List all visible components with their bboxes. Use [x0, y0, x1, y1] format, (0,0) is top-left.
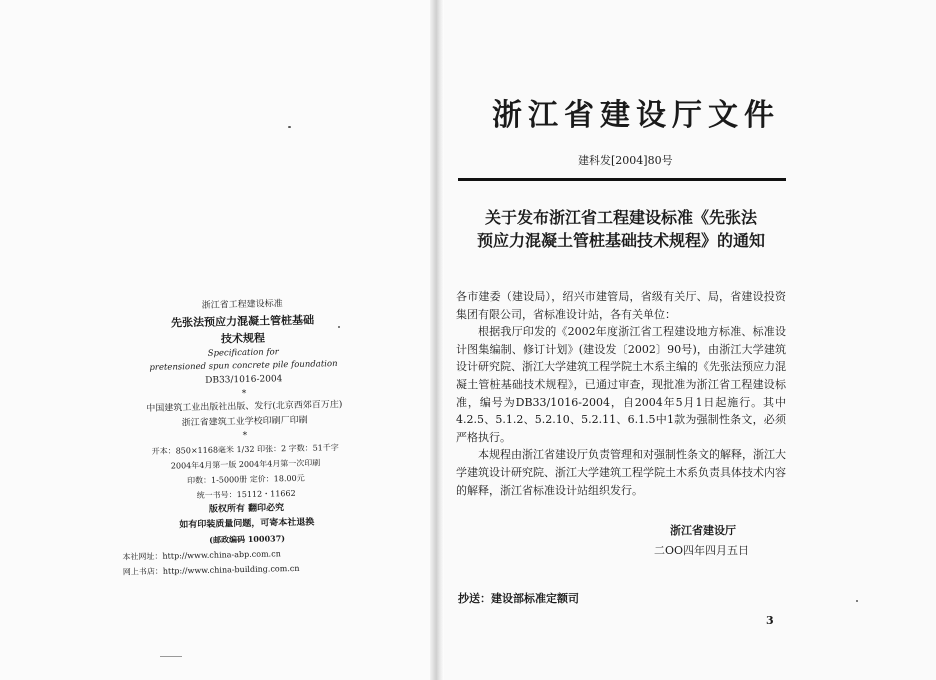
- imprint-line: 先张法预应力混凝土管桩基础: [170, 313, 315, 330]
- cc-recipients: 抄送：建设部标准定额司: [458, 592, 579, 605]
- notice-body: [456, 288, 786, 499]
- book-spine-shadow: [430, 0, 444, 680]
- document-number: 建科发[2004]80号: [578, 154, 673, 167]
- imprint-line: 统一书号：15112・11662: [196, 488, 296, 501]
- imprint-line: 中国建筑工业出版社出版、发行(北京西郊百万庄): [146, 399, 343, 415]
- header-rule: [458, 178, 786, 181]
- imprint-line: *: [241, 388, 247, 400]
- scan-speck: [160, 656, 182, 657]
- signature-organization: 浙江省建设厅: [670, 524, 736, 537]
- signature-date: 二OO四年四月五日: [654, 544, 750, 557]
- body-paragraph: 根据我厅印发的《2002年度浙江省工程建设地方标准、标准设计图集编制、修订计划》(建设发〔2002〕90号)，由浙江大学建筑设计研究院、浙江大学建筑工程学院土木系主编的《先张法预应力混凝土管桩基础技术规程》，已通过审查，现批准为浙江省工程建设标准，编号为DB33/1016-2004，自2004年5月1日起施行。其中4.2.5、5.1.2、5.2.10、5.2.11、6.1.5中1款为强制性条文，必须严格执行。: [456, 325, 786, 444]
- imprint-block: [117, 295, 373, 579]
- notice-title-line-2: 预应力混凝土管桩基础技术规程》的通知: [476, 231, 765, 250]
- imprint-line: 开本：850×1168毫米 1/32 印张：2 字数：51千字: [151, 443, 339, 456]
- scan-speck: [288, 126, 291, 128]
- scan-speck: [338, 326, 340, 328]
- imprint-line: 如有印装质量问题，可寄本社退换: [179, 517, 315, 531]
- body-paragraph: 本规程由浙江省建设厅负责管理和对强制性条文的解释，浙江大学建筑设计研究院、浙江大学建筑工程学院土木系负责具体技术内容的解释，浙江省标准设计站组织发行。: [456, 448, 786, 497]
- document-header-title: 浙江省建设厅文件: [492, 98, 780, 133]
- imprint-line: (邮政编码 100037): [209, 533, 286, 545]
- imprint-line: *: [242, 430, 248, 442]
- imprint-line: 浙江省建筑工业学校印刷厂印刷: [181, 415, 308, 429]
- imprint-line: 浙江省工程建设标准: [201, 299, 283, 311]
- body-paragraph: 各市建委（建设局），绍兴市建管局，省级有关厅、局，省建设投资集团有限公司，省标准设计站，各有关单位：: [456, 290, 786, 321]
- imprint-line: 技术规程: [220, 331, 266, 346]
- notice-title: [468, 206, 774, 252]
- imprint-line: 版权所有 翻印必究: [208, 503, 285, 515]
- imprint-line: DB33/1016-2004: [205, 374, 283, 386]
- imprint-line: 本社网址：http://www.china-abp.com.cn: [122, 549, 281, 562]
- imprint-line: Specification for: [207, 347, 279, 359]
- scan-speck: [856, 600, 858, 602]
- imprint-line: 2004年4月第一版 2004年4月第一次印刷: [170, 458, 321, 471]
- imprint-line: 网上书店：http://www.china-building.com.cn: [122, 563, 300, 577]
- imprint-line: pretensioned spun concrete pile foundation: [149, 359, 338, 373]
- imprint-line: 印数：1-5000册 定价：18.00元: [186, 473, 305, 486]
- notice-title-line-1: 关于发布浙江省工程建设标准《先张法: [484, 208, 757, 227]
- page-number: 3: [766, 614, 774, 627]
